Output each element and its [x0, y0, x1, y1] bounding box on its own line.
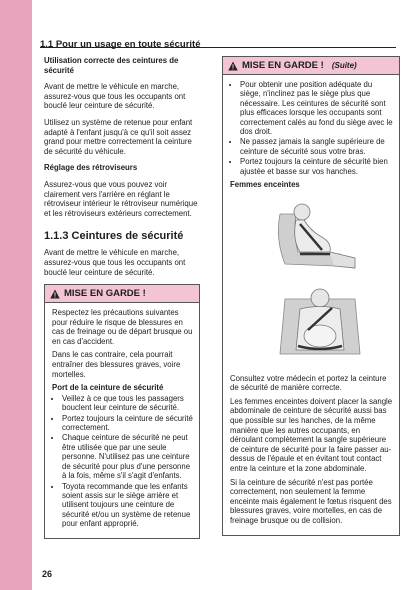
- left-column: [44, 56, 200, 539]
- warning-header: [45, 285, 199, 303]
- list-item: • Ne passez jamais la sangle supérieure de ceinture de sécurité sous votre bras.: [240, 137, 393, 156]
- section-heading: 1.1.3 Ceintures de sécurité: [44, 230, 184, 243]
- warning-list: [230, 80, 393, 176]
- paragraph: Consultez votre médecin et portez la ceinture de sécurité de manière correcte.: [230, 373, 387, 393]
- warning-title: MISE EN GARDE !: [242, 60, 324, 71]
- list-item: • Chaque ceinture de sécurité ne peut être utilisée que par une seule personne. N'utilisez pas une ceinture de sécurité pour plus d'une personne à la fois, même s'il s'agit d'enfants.: [62, 433, 193, 480]
- warning-box-continued: [222, 56, 400, 536]
- warning-body: [45, 303, 199, 537]
- paragraph: Avant de mettre le véhicule en marche, assurez-vous que tous les occupants ont bouclé leur ceinture de sécurité.: [44, 82, 186, 111]
- pregnant-side-illustration: [260, 194, 380, 276]
- section-header: [40, 34, 396, 48]
- warning-list: [52, 394, 193, 529]
- right-column: [222, 56, 400, 536]
- warning-icon: [50, 289, 60, 299]
- paragraph: Utilisez un système de retenue pour enfant adapté à l'enfant jusqu'à ce qu'il soit assez grand pour mettre correctement la ceinture de sécurité du véhicule.: [44, 117, 193, 156]
- warning-title: MISE EN GARDE !: [64, 288, 146, 300]
- list-item: • Veillez à ce que tous les passagers bouclent leur ceinture de sécurité.: [62, 394, 193, 413]
- paragraph: Avant de mettre le véhicule en marche, assurez-vous que tous les occupants ont bouclé leur ceinture de sécurité.: [44, 248, 186, 277]
- paragraph: Respectez les précautions suivantes pour réduire le risque de blessures en cas de freinage ou de départ brusque ou en cas d'accident.: [52, 308, 193, 346]
- chapter-tab: [0, 0, 32, 590]
- paragraph: Si la ceinture de sécurité n'est pas portée correctement, non seulement la femme enceinte mais également le fœtus risquent des blessures graves, voire mortelles, en cas de freinage brusque ou de collision.: [230, 477, 392, 525]
- warning-suite-label: (Suite): [331, 61, 357, 70]
- paragraph: Les femmes enceintes doivent placer la sangle abdominale de ceinture de sécurité aussi bas que possible sur les hanches, de la même manière que les autres occupants, en déroulant complètement la sangle supérieure de ceinture de sécurité pour la faire passer au-dessus de l'épaule et en évitant tout contact entre la ceinture et la zone abdominale.: [230, 396, 393, 473]
- subheading-seatbelt-use: Utilisation correcte des ceintures de sécurité: [44, 56, 179, 75]
- warning-box: [44, 284, 200, 538]
- paragraph: Dans le cas contraire, cela pourrait entraîner des blessures graves, voire mortelles.: [52, 350, 181, 379]
- pregnant-front-illustration: [260, 284, 380, 366]
- list-item: • Toyota recommande que les enfants soient assis sur le siège arrière et utilisent toujours une ceinture de sécurité et/ou un système de retenue pour enfant approprié.: [62, 482, 193, 529]
- warning-body: [223, 75, 399, 535]
- subheading-port: Port de la ceinture de sécurité: [52, 383, 164, 393]
- section-title: 1.1 Pour un usage en toute sécurité: [40, 39, 201, 50]
- warning-icon: [228, 61, 238, 71]
- page-number: 26: [42, 569, 53, 579]
- warning-header: [223, 57, 399, 75]
- list-item: • Portez toujours la ceinture de sécurité bien ajustée et basse sur vos hanches.: [240, 157, 393, 176]
- list-item: • Portez toujours la ceinture de sécurité correctement.: [62, 414, 193, 433]
- paragraph: Assurez-vous que vous pouvez voir clairement vers l'arrière en réglant le rétroviseur intérieur le rétroviseur numérique et les rétroviseurs extérieurs correctement.: [44, 179, 198, 218]
- subheading-pregnant: Femmes enceintes: [230, 180, 300, 190]
- list-item: • Pour obtenir une position adéquate du siège, n'inclinez pas le siège plus que nécessaire. Les ceintures de sécurité sont plus efficaces lorsque les occupants sont correctement calés au fond du siège avec le dos droit.: [240, 80, 393, 136]
- subheading-mirrors: Réglage des rétroviseurs: [44, 163, 138, 173]
